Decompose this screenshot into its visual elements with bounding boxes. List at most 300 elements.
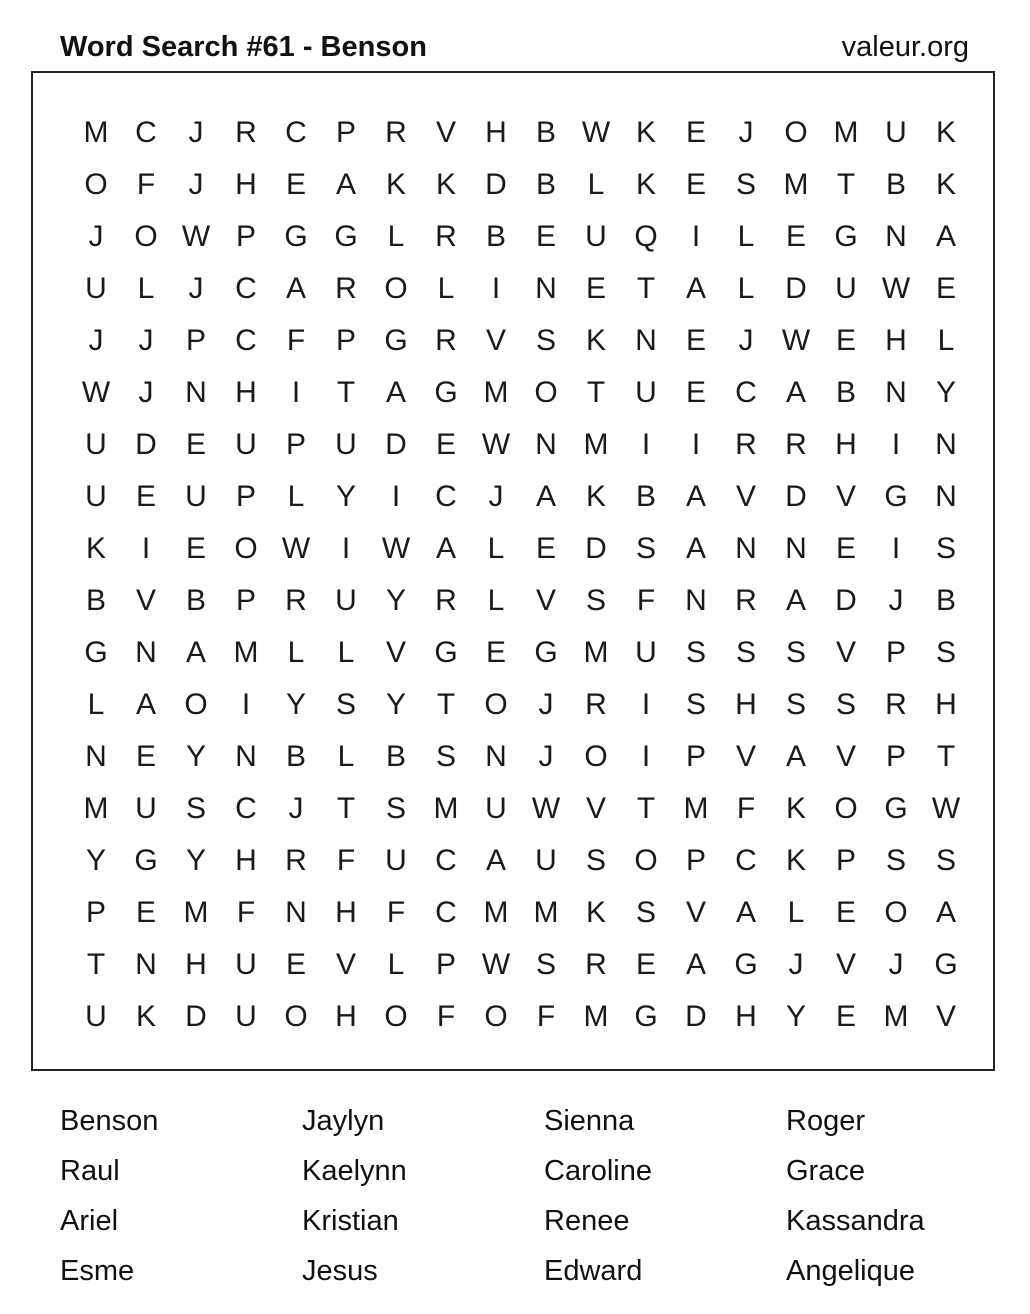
grid-letter[interactable]: N [535, 428, 557, 461]
grid-letter[interactable]: L [487, 532, 505, 565]
grid-letter[interactable]: E [285, 948, 306, 981]
grid-letter[interactable]: O [884, 896, 908, 929]
grid-letter[interactable]: N [785, 532, 807, 565]
grid-letter[interactable]: O [384, 272, 408, 305]
grid-letter[interactable]: E [285, 168, 306, 201]
grid-letter[interactable]: W [781, 324, 811, 357]
grid-letter[interactable]: R [585, 688, 607, 721]
grid-letter[interactable]: D [185, 1000, 207, 1033]
grid-letter[interactable]: A [385, 376, 406, 409]
grid-letter[interactable]: A [735, 896, 756, 929]
grid-letter[interactable]: J [138, 376, 154, 409]
grid-letter[interactable]: U [835, 272, 857, 305]
grid-letter[interactable]: D [135, 428, 157, 461]
grid-letter[interactable]: H [835, 428, 857, 461]
grid-letter[interactable]: R [385, 116, 407, 149]
grid-letter[interactable]: L [387, 948, 405, 981]
grid-letter[interactable]: R [285, 844, 307, 877]
grid-letter[interactable]: P [85, 896, 106, 929]
grid-letter[interactable]: N [135, 636, 157, 669]
grid-letter[interactable]: A [685, 948, 706, 981]
grid-letter[interactable]: P [235, 220, 256, 253]
grid-letter[interactable]: K [785, 792, 806, 825]
grid-letter[interactable]: I [341, 532, 351, 565]
grid-letter[interactable]: K [435, 168, 456, 201]
grid-letter[interactable]: K [585, 480, 606, 513]
grid-letter[interactable]: M [483, 896, 509, 929]
grid-letter[interactable]: J [738, 116, 754, 149]
grid-letter[interactable]: Y [285, 688, 306, 721]
grid-letter[interactable]: V [735, 740, 756, 773]
grid-letter[interactable]: P [235, 480, 256, 513]
grid-letter[interactable]: H [735, 1000, 757, 1033]
grid-letter[interactable]: U [85, 272, 107, 305]
grid-letter[interactable]: G [334, 220, 358, 253]
grid-letter[interactable]: H [935, 688, 957, 721]
grid-letter[interactable]: E [535, 532, 556, 565]
grid-letter[interactable]: F [536, 1000, 556, 1033]
grid-letter[interactable]: P [685, 844, 706, 877]
grid-letter[interactable]: U [85, 1000, 107, 1033]
grid-letter[interactable]: B [835, 376, 856, 409]
grid-letter[interactable]: P [835, 844, 856, 877]
grid-letter[interactable]: M [183, 896, 209, 929]
grid-letter[interactable]: R [735, 584, 757, 617]
grid-letter[interactable]: D [785, 480, 807, 513]
grid-letter[interactable]: K [635, 168, 656, 201]
grid-letter[interactable]: B [635, 480, 656, 513]
grid-letter[interactable]: I [641, 688, 651, 721]
grid-letter[interactable]: S [335, 688, 356, 721]
grid-letter[interactable]: G [634, 1000, 658, 1033]
grid-letter[interactable]: E [685, 324, 706, 357]
grid-letter[interactable]: B [485, 220, 506, 253]
grid-letter[interactable]: N [735, 532, 757, 565]
grid-letter[interactable]: I [641, 740, 651, 773]
grid-letter[interactable]: J [788, 948, 804, 981]
grid-letter[interactable]: R [885, 688, 907, 721]
grid-letter[interactable]: J [188, 116, 204, 149]
grid-letter[interactable]: E [685, 168, 706, 201]
grid-letter[interactable]: B [535, 168, 556, 201]
grid-letter[interactable]: T [336, 792, 356, 825]
grid-letter[interactable]: K [585, 896, 606, 929]
grid-letter[interactable]: D [685, 1000, 707, 1033]
grid-letter[interactable]: S [785, 688, 806, 721]
grid-letter[interactable]: A [785, 740, 806, 773]
grid-letter[interactable]: F [136, 168, 156, 201]
grid-letter[interactable]: O [234, 532, 258, 565]
grid-letter[interactable]: J [138, 324, 154, 357]
grid-letter[interactable]: S [785, 636, 806, 669]
grid-letter[interactable]: I [641, 428, 651, 461]
grid-letter[interactable]: L [337, 636, 355, 669]
grid-letter[interactable]: L [737, 220, 755, 253]
grid-letter[interactable]: V [485, 324, 506, 357]
grid-letter[interactable]: U [235, 948, 257, 981]
grid-letter[interactable]: P [685, 740, 706, 773]
grid-letter[interactable]: W [281, 532, 311, 565]
grid-letter[interactable]: D [485, 168, 507, 201]
grid-letter[interactable]: V [835, 948, 856, 981]
grid-letter[interactable]: G [434, 376, 458, 409]
grid-letter[interactable]: B [535, 116, 556, 149]
grid-letter[interactable]: B [885, 168, 906, 201]
grid-letter[interactable]: V [835, 740, 856, 773]
grid-letter[interactable]: C [735, 844, 757, 877]
grid-letter[interactable]: R [435, 324, 457, 357]
grid-letter[interactable]: L [787, 896, 805, 929]
grid-letter[interactable]: F [386, 896, 406, 929]
grid-letter[interactable]: L [87, 688, 105, 721]
grid-letter[interactable]: L [737, 272, 755, 305]
grid-letter[interactable]: G [884, 480, 908, 513]
grid-letter[interactable]: H [235, 844, 257, 877]
grid-letter[interactable]: J [538, 740, 554, 773]
grid-letter[interactable]: S [585, 584, 606, 617]
grid-letter[interactable]: U [85, 428, 107, 461]
grid-letter[interactable]: M [83, 116, 109, 149]
grid-letter[interactable]: M [583, 1000, 609, 1033]
grid-letter[interactable]: C [235, 792, 257, 825]
grid-letter[interactable]: K [135, 1000, 156, 1033]
grid-letter[interactable]: W [481, 428, 511, 461]
grid-letter[interactable]: U [385, 844, 407, 877]
grid-letter[interactable]: S [685, 688, 706, 721]
grid-letter[interactable]: U [635, 636, 657, 669]
grid-letter[interactable]: V [385, 636, 406, 669]
grid-letter[interactable]: E [835, 896, 856, 929]
grid-letter[interactable]: W [931, 792, 961, 825]
grid-letter[interactable]: K [85, 532, 106, 565]
grid-letter[interactable]: J [188, 272, 204, 305]
grid-letter[interactable]: A [785, 584, 806, 617]
grid-letter[interactable]: N [285, 896, 307, 929]
grid-letter[interactable]: A [485, 844, 506, 877]
grid-letter[interactable]: O [284, 1000, 308, 1033]
grid-letter[interactable]: S [635, 896, 656, 929]
grid-letter[interactable]: P [435, 948, 456, 981]
grid-letter[interactable]: N [935, 428, 957, 461]
grid-letter[interactable]: B [85, 584, 106, 617]
grid-letter[interactable]: G [134, 844, 158, 877]
grid-letter[interactable]: V [435, 116, 456, 149]
grid-letter[interactable]: T [436, 688, 456, 721]
grid-letter[interactable]: A [685, 532, 706, 565]
grid-letter[interactable]: H [185, 948, 207, 981]
grid-letter[interactable]: I [241, 688, 251, 721]
grid-letter[interactable]: J [288, 792, 304, 825]
grid-letter[interactable]: P [285, 428, 306, 461]
grid-letter[interactable]: J [88, 324, 104, 357]
grid-letter[interactable]: D [785, 272, 807, 305]
grid-letter[interactable]: M [483, 376, 509, 409]
grid-letter[interactable]: E [435, 428, 456, 461]
grid-letter[interactable]: U [185, 480, 207, 513]
grid-letter[interactable]: I [491, 272, 501, 305]
grid-letter[interactable]: H [235, 376, 257, 409]
grid-letter[interactable]: N [185, 376, 207, 409]
grid-letter[interactable]: B [185, 584, 206, 617]
grid-letter[interactable]: R [735, 428, 757, 461]
grid-letter[interactable]: S [735, 168, 756, 201]
grid-letter[interactable]: M [783, 168, 809, 201]
grid-letter[interactable]: P [185, 324, 206, 357]
grid-letter[interactable]: T [86, 948, 106, 981]
grid-letter[interactable]: N [885, 220, 907, 253]
grid-letter[interactable]: Y [185, 740, 206, 773]
grid-letter[interactable]: Y [185, 844, 206, 877]
grid-letter[interactable]: S [535, 324, 556, 357]
grid-letter[interactable]: S [685, 636, 706, 669]
grid-letter[interactable]: S [835, 688, 856, 721]
grid-letter[interactable]: R [335, 272, 357, 305]
grid-letter[interactable]: E [135, 480, 156, 513]
grid-letter[interactable]: I [141, 532, 151, 565]
grid-letter[interactable]: V [935, 1000, 956, 1033]
grid-letter[interactable]: V [685, 896, 706, 929]
grid-letter[interactable]: T [636, 792, 656, 825]
grid-letter[interactable]: M [433, 792, 459, 825]
grid-letter[interactable]: P [885, 740, 906, 773]
grid-letter[interactable]: U [635, 376, 657, 409]
grid-letter[interactable]: O [384, 1000, 408, 1033]
grid-letter[interactable]: S [885, 844, 906, 877]
grid-letter[interactable]: H [735, 688, 757, 721]
grid-letter[interactable]: G [534, 636, 558, 669]
grid-letter[interactable]: M [833, 116, 859, 149]
grid-letter[interactable]: A [935, 220, 956, 253]
grid-letter[interactable]: N [685, 584, 707, 617]
grid-letter[interactable]: N [635, 324, 657, 357]
grid-letter[interactable]: U [885, 116, 907, 149]
grid-letter[interactable]: A [285, 272, 306, 305]
grid-letter[interactable]: O [184, 688, 208, 721]
grid-letter[interactable]: N [135, 948, 157, 981]
grid-letter[interactable]: M [583, 636, 609, 669]
grid-letter[interactable]: R [785, 428, 807, 461]
grid-letter[interactable]: U [235, 1000, 257, 1033]
grid-letter[interactable]: J [738, 324, 754, 357]
grid-letter[interactable]: E [935, 272, 956, 305]
grid-letter[interactable]: V [835, 636, 856, 669]
grid-letter[interactable]: P [885, 636, 906, 669]
grid-letter[interactable]: K [785, 844, 806, 877]
grid-letter[interactable]: E [835, 324, 856, 357]
grid-letter[interactable]: T [586, 376, 606, 409]
grid-letter[interactable]: S [935, 844, 956, 877]
grid-letter[interactable]: C [135, 116, 157, 149]
grid-letter[interactable]: C [235, 272, 257, 305]
grid-letter[interactable]: U [235, 428, 257, 461]
grid-letter[interactable]: W [531, 792, 561, 825]
grid-letter[interactable]: E [585, 272, 606, 305]
grid-letter[interactable]: H [335, 1000, 357, 1033]
grid-letter[interactable]: N [485, 740, 507, 773]
grid-letter[interactable]: M [583, 428, 609, 461]
grid-letter[interactable]: U [335, 584, 357, 617]
grid-letter[interactable]: S [585, 844, 606, 877]
grid-letter[interactable]: O [834, 792, 858, 825]
grid-letter[interactable]: G [734, 948, 758, 981]
grid-letter[interactable]: W [81, 376, 111, 409]
grid-letter[interactable]: L [337, 740, 355, 773]
grid-letter[interactable]: Y [385, 688, 406, 721]
grid-letter[interactable]: F [336, 844, 356, 877]
grid-letter[interactable]: G [384, 324, 408, 357]
grid-letter[interactable]: F [286, 324, 306, 357]
grid-letter[interactable]: I [891, 532, 901, 565]
grid-letter[interactable]: H [885, 324, 907, 357]
grid-letter[interactable]: E [135, 896, 156, 929]
grid-letter[interactable]: C [285, 116, 307, 149]
grid-letter[interactable]: S [185, 792, 206, 825]
grid-letter[interactable]: O [84, 168, 108, 201]
grid-letter[interactable]: G [84, 636, 108, 669]
grid-letter[interactable]: W [181, 220, 211, 253]
grid-letter[interactable]: B [385, 740, 406, 773]
grid-letter[interactable]: K [635, 116, 656, 149]
grid-letter[interactable]: U [585, 220, 607, 253]
grid-letter[interactable]: Y [935, 376, 956, 409]
grid-letter[interactable]: V [585, 792, 606, 825]
grid-letter[interactable]: Y [335, 480, 356, 513]
grid-letter[interactable]: O [634, 844, 658, 877]
grid-letter[interactable]: V [835, 480, 856, 513]
grid-letter[interactable]: W [381, 532, 411, 565]
grid-letter[interactable]: K [935, 168, 956, 201]
grid-letter[interactable]: Q [634, 220, 658, 253]
grid-letter[interactable]: E [835, 1000, 856, 1033]
grid-letter[interactable]: T [636, 272, 656, 305]
grid-letter[interactable]: C [435, 480, 457, 513]
grid-letter[interactable]: J [188, 168, 204, 201]
grid-letter[interactable]: M [233, 636, 259, 669]
grid-letter[interactable]: N [535, 272, 557, 305]
grid-letter[interactable]: A [535, 480, 556, 513]
grid-letter[interactable]: L [487, 584, 505, 617]
grid-letter[interactable]: Y [385, 584, 406, 617]
grid-letter[interactable]: S [735, 636, 756, 669]
grid-letter[interactable]: E [635, 948, 656, 981]
grid-letter[interactable]: K [585, 324, 606, 357]
grid-letter[interactable]: A [685, 480, 706, 513]
grid-letter[interactable]: O [134, 220, 158, 253]
grid-letter[interactable]: E [535, 220, 556, 253]
grid-letter[interactable]: A [335, 168, 356, 201]
grid-letter[interactable]: G [434, 636, 458, 669]
grid-letter[interactable]: B [285, 740, 306, 773]
grid-letter[interactable]: O [784, 116, 808, 149]
grid-letter[interactable]: G [284, 220, 308, 253]
grid-letter[interactable]: T [336, 376, 356, 409]
grid-letter[interactable]: J [538, 688, 554, 721]
grid-letter[interactable]: S [935, 532, 956, 565]
grid-letter[interactable]: I [891, 428, 901, 461]
grid-letter[interactable]: M [83, 792, 109, 825]
grid-letter[interactable]: V [535, 584, 556, 617]
grid-letter[interactable]: K [935, 116, 956, 149]
grid-letter[interactable]: S [535, 948, 556, 981]
grid-letter[interactable]: J [88, 220, 104, 253]
grid-letter[interactable]: L [587, 168, 605, 201]
grid-letter[interactable]: O [584, 740, 608, 773]
grid-letter[interactable]: L [437, 272, 455, 305]
grid-letter[interactable]: C [235, 324, 257, 357]
grid-letter[interactable]: N [235, 740, 257, 773]
grid-letter[interactable]: R [235, 116, 257, 149]
grid-letter[interactable]: E [185, 428, 206, 461]
grid-letter[interactable]: B [935, 584, 956, 617]
grid-letter[interactable]: P [235, 584, 256, 617]
grid-letter[interactable]: M [683, 792, 709, 825]
grid-letter[interactable]: J [888, 584, 904, 617]
grid-letter[interactable]: U [335, 428, 357, 461]
grid-letter[interactable]: I [391, 480, 401, 513]
grid-letter[interactable]: A [185, 636, 206, 669]
grid-letter[interactable]: F [636, 584, 656, 617]
grid-letter[interactable]: I [691, 428, 701, 461]
grid-letter[interactable]: T [936, 740, 956, 773]
grid-letter[interactable]: R [585, 948, 607, 981]
grid-letter[interactable]: E [185, 532, 206, 565]
grid-letter[interactable]: I [291, 376, 301, 409]
grid-letter[interactable]: W [481, 948, 511, 981]
grid-letter[interactable]: W [881, 272, 911, 305]
grid-letter[interactable]: J [888, 948, 904, 981]
grid-letter[interactable]: C [435, 844, 457, 877]
grid-letter[interactable]: U [135, 792, 157, 825]
grid-letter[interactable]: R [435, 220, 457, 253]
grid-letter[interactable]: L [287, 480, 305, 513]
grid-letter[interactable]: E [835, 532, 856, 565]
grid-letter[interactable]: M [883, 1000, 909, 1033]
grid-letter[interactable]: D [835, 584, 857, 617]
grid-letter[interactable]: H [485, 116, 507, 149]
grid-letter[interactable]: L [387, 220, 405, 253]
grid-letter[interactable]: F [436, 1000, 456, 1033]
grid-letter[interactable]: G [834, 220, 858, 253]
grid-letter[interactable]: K [385, 168, 406, 201]
grid-letter[interactable]: A [135, 688, 156, 721]
grid-letter[interactable]: S [635, 532, 656, 565]
grid-letter[interactable]: J [488, 480, 504, 513]
grid-letter[interactable]: V [135, 584, 156, 617]
grid-letter[interactable]: H [235, 168, 257, 201]
grid-letter[interactable]: G [884, 792, 908, 825]
grid-letter[interactable]: U [485, 792, 507, 825]
grid-letter[interactable]: R [285, 584, 307, 617]
grid-letter[interactable]: E [135, 740, 156, 773]
grid-letter[interactable]: L [137, 272, 155, 305]
grid-letter[interactable]: H [335, 896, 357, 929]
grid-letter[interactable]: L [287, 636, 305, 669]
grid-letter[interactable]: S [935, 636, 956, 669]
grid-letter[interactable]: C [735, 376, 757, 409]
grid-letter[interactable]: N [85, 740, 107, 773]
grid-letter[interactable]: D [385, 428, 407, 461]
grid-letter[interactable]: O [484, 1000, 508, 1033]
grid-letter[interactable]: O [484, 688, 508, 721]
grid-letter[interactable]: A [685, 272, 706, 305]
grid-letter[interactable]: Y [785, 1000, 806, 1033]
grid-letter[interactable]: F [736, 792, 756, 825]
grid-letter[interactable]: E [485, 636, 506, 669]
grid-letter[interactable]: E [685, 376, 706, 409]
grid-letter[interactable]: R [435, 584, 457, 617]
grid-letter[interactable]: E [685, 116, 706, 149]
grid-letter[interactable]: D [585, 532, 607, 565]
